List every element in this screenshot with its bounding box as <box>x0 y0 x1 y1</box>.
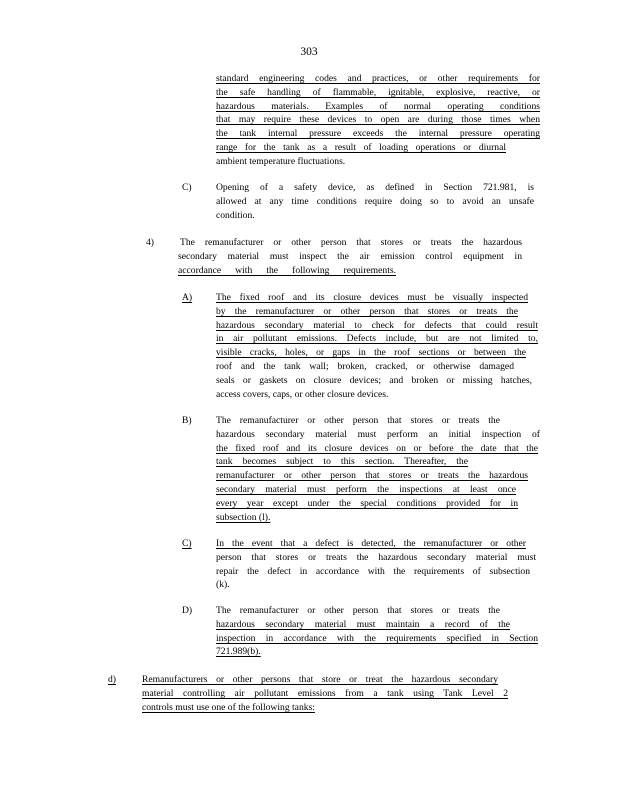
text-line: In the event that a defect is detected, the remanufacturer or other <box>216 538 526 549</box>
text-line: remanufacturer or other person that stores or treats the hazardous <box>216 470 528 482</box>
text-line: visible cracks, holes, or gaps in the roof sections or between the <box>216 347 526 359</box>
item-d-record <box>216 604 538 659</box>
text-line: secondary material must perform the inspections at least once <box>216 483 516 495</box>
item-marker: B) <box>182 415 192 426</box>
item-marker: d) <box>108 674 116 685</box>
item-4-inspection <box>178 236 522 277</box>
text-line: subsection (l). <box>216 511 271 523</box>
text-line: every year except under the special conditions provided for in <box>216 497 518 509</box>
text-line: repair the defect in accordance with the requirements of subsection <box>216 565 530 577</box>
item-a-fixed-roof <box>216 291 538 401</box>
text-line: The remanufacturer or other person that stores or treats the <box>216 415 500 426</box>
text-line: condition. <box>216 209 255 221</box>
text-line: standard engineering codes and practices, or other requirements for <box>216 73 540 84</box>
text-line: in air pollutant emissions. Defects include, but are not limited to, <box>216 333 538 345</box>
text-line: hazardous secondary material to check for defects that could result <box>216 319 538 331</box>
text-line: accordance with the following requirements. <box>178 264 396 276</box>
text-line: person that stores or treats the hazardous secondary material must <box>216 551 536 563</box>
text-line: roof and the tank wall; broken, cracked, or otherwise damaged <box>216 360 514 372</box>
text-line: Remanufacturers or other persons that store or treat the hazardous secondary <box>142 674 498 685</box>
item-d-tank-level-2 <box>142 673 508 714</box>
text-line: that may require these devices to open are during those times when <box>216 114 540 126</box>
item-c-defect-repair <box>216 537 536 592</box>
text-line: allowed at any time conditions require doing so to avoid an unsafe <box>216 195 534 207</box>
text-line: the tank internal pressure exceeds the internal pressure operating <box>216 128 540 140</box>
page-number: 303 <box>300 46 318 58</box>
text-line: The fixed roof and its closure devices must be visually inspected <box>216 292 528 303</box>
text-line: The remanufacturer or other person that stores or treats the hazardous <box>180 237 522 248</box>
text-line: the fixed roof and its closure devices on or before the date that the <box>216 442 538 454</box>
text-line: hazardous secondary material must perform an initial inspection of <box>216 428 540 440</box>
text-line: the safe handling of flammable, ignitable, explosive, reactive, or <box>216 86 540 98</box>
text-line: controls must use one of the following tanks: <box>142 701 315 713</box>
text-line: hazardous secondary material must maintain a record of the <box>216 618 510 630</box>
text-line: by the remanufacturer or other person that stores or treats the <box>216 305 518 317</box>
text-line: ambient temperature fluctuations. <box>216 155 346 167</box>
text-line: range for the tank as a result of loading operations or diurnal <box>216 141 506 153</box>
text-line: Opening of a safety device, as defined in Section 721.981, is <box>216 182 534 193</box>
item-marker: A) <box>182 292 193 303</box>
text-line: secondary material must inspect the air emission control equipment in <box>178 250 522 262</box>
text-line: The remanufacturer or other person that stores or treats the <box>216 605 500 616</box>
text-line: inspection in accordance with the requirements specified in Section <box>216 632 538 644</box>
text-line: tank becomes subject to this section. Thereafter, the <box>216 456 468 468</box>
paragraph-continuation <box>216 72 540 169</box>
text-line: 721.989(b). <box>216 646 261 658</box>
text-line: seals or gaskets on closure devices; and broken or missing hatches, <box>216 374 532 386</box>
text-line: material controlling air pollutant emissions from a tank using Tank Level 2 <box>142 687 508 699</box>
text-line: access covers, caps, or other closure devices. <box>216 388 389 400</box>
item-marker: C) <box>182 538 192 549</box>
text-line: hazardous materials. Examples of normal operating conditions <box>216 100 540 112</box>
item-b-initial-inspection <box>216 414 540 524</box>
item-marker: C) <box>182 182 192 193</box>
item-marker: 4) <box>146 237 154 248</box>
text-line: (k). <box>216 579 230 591</box>
item-marker: D) <box>182 605 193 616</box>
item-c-safety-device <box>216 181 534 222</box>
